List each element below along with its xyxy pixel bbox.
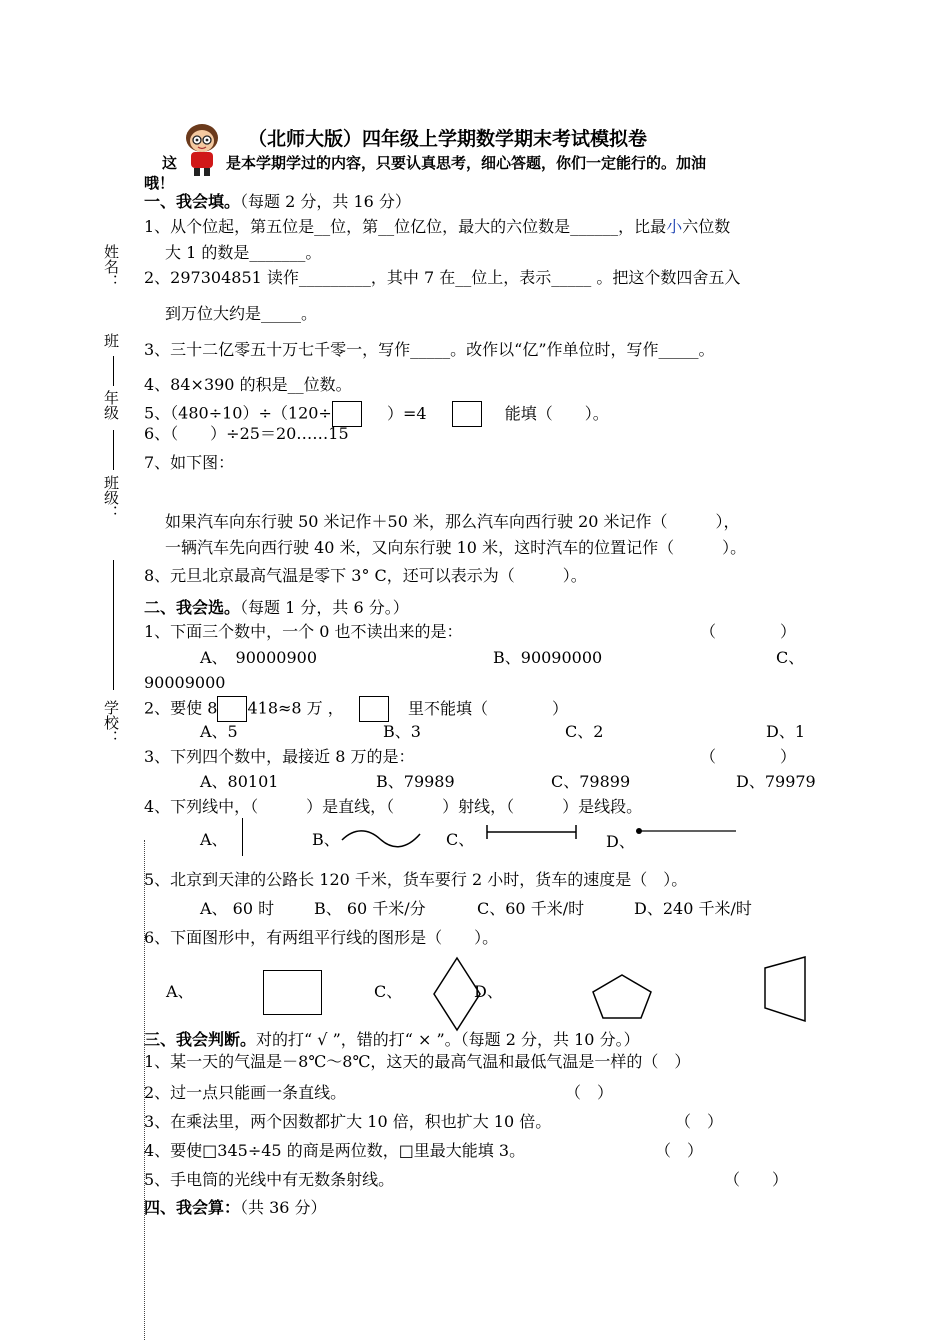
line-segment-figure (484, 824, 580, 840)
sec2-q3-option-c: C、79899 (551, 772, 631, 791)
sec2-q3-paren: （ ） (700, 747, 797, 766)
intro-prefix: 这 (162, 154, 178, 172)
vertical-line-figure (242, 818, 243, 856)
sec2-question-1: 1、下面三个数中，一个 0 也不读出来的是： (144, 622, 463, 641)
sec1-question-4: 4、84×390 的积是__位数。 (144, 375, 352, 394)
sec3-q3-paren: （ ） (675, 1112, 724, 1131)
sec2-q5-option-a: A、 60 时 (200, 899, 275, 918)
section-3-heading: 三、我会判断。对的打“ √ ”，错的打“ × ”。（每题 2 分，共 10 分。） (144, 1030, 640, 1049)
intro-line-1: 是本学期学过的内容，只要认真思考，细心答题，你们一定能行的。加油 (226, 154, 707, 172)
margin-rule (113, 356, 114, 386)
sec1-question-1-cont: 大 1 的数是_______。 (165, 243, 322, 262)
sec2-q4-option-b: B、 (312, 830, 340, 849)
sec3-q5-paren: （ ） (724, 1170, 789, 1189)
sec2-q4-option-c: C、 (446, 830, 475, 849)
curve-line-figure (340, 826, 422, 852)
sec2-q5-option-d: D、240 千米/时 (634, 899, 752, 918)
trapezoid-figure (762, 955, 808, 1023)
sec2-q6-option-c: C、 (374, 982, 403, 1001)
sec1-question-5: 5、（480÷10）÷（120÷ ）=4 能填（ ）。 (144, 401, 609, 427)
answer-box (217, 696, 247, 722)
sec2-q5-option-b: B、 60 千米/分 (314, 899, 426, 918)
sec2-q4-option-d: D、 (606, 832, 635, 851)
margin-school-label: 学校： (102, 700, 120, 745)
sec2-question-2: 2、要使 8 418≈8 万 ， 里不能填（ ） (144, 696, 568, 722)
sec2-q3-option-b: B、79989 (376, 772, 455, 791)
sec3-question-4: 4、要使□345÷45 的商是两位数，□里最大能填 3。 (144, 1141, 526, 1160)
sec2-question-3: 3、下列四个数中，最接近 8 万的是： (144, 747, 415, 766)
sec2-q1-option-a: A、 90000900 (200, 648, 317, 667)
sec3-question-2: 2、过一点只能画一条直线。 (144, 1083, 347, 1102)
sec2-q1-option-b: B、90090000 (493, 648, 603, 667)
margin-grade-label: 年级 (102, 390, 120, 420)
margin-class-label: 班级： (102, 475, 120, 520)
section-1-heading: 一、我会填。（每题 2 分，共 16 分） (144, 192, 411, 211)
sec2-q6-option-d: D、 (474, 982, 503, 1001)
sec1-question-2: 2、297304851 读作_________，其中 7 在__位上，表示_____ 。把这个数四舍五入 (144, 268, 741, 287)
sec2-q1-paren: （ ） (700, 622, 797, 641)
sec2-question-5: 5、北京到天津的公路长 120 千米，货车要行 2 小时，货车的速度是（ ）。 (144, 870, 688, 889)
margin-rule (113, 430, 114, 470)
sec1-question-6: 6、（ ）÷25＝20……15 (144, 424, 349, 443)
answer-box (359, 696, 389, 722)
sec2-q2-option-a: A、5 (200, 722, 238, 741)
sec1-question-7-line-1: 如果汽车向东行驶 50 米记作＋50 米，那么汽车向西行驶 20 米记作（ ）， (165, 512, 740, 531)
sec2-q2-option-d: D、1 (766, 722, 806, 741)
sec1-question-8: 8、元旦北京最高气温是零下 3° C，还可以表示为（ ）。 (144, 566, 587, 585)
intro-line-2: 哦！ (144, 174, 175, 192)
section-4-heading: 四、我会算：（共 36 分） (144, 1198, 327, 1217)
pentagon-figure (590, 972, 654, 1020)
section-2-heading: 二、我会选。（每题 1 分，共 6 分。） (144, 598, 409, 617)
sec1-question-7: 7、如下图： (144, 453, 235, 472)
sec3-question-1: 1、某一天的气温是－8℃～8℃，这天的最高气温和最低气温是一样的（ ） (144, 1052, 691, 1071)
sec2-q3-option-d: D、79979 (736, 772, 816, 791)
sec1-question-1: 1、从个位起，第五位是__位，第__位亿位，最大的六位数是______，比最小六位数 (144, 217, 731, 236)
answer-box (452, 401, 482, 427)
sec2-question-4: 4、下列线中，（ ）是直线，（ ）射线，（ ）是线段。 (144, 797, 643, 816)
margin-name-label: 姓名： (102, 244, 120, 289)
page-title: （北师大版）四年级上学期数学期末考试模拟卷 (248, 128, 648, 150)
sec2-q3-option-a: A、80101 (200, 772, 279, 791)
sec3-q2-paren: （ ） (565, 1083, 614, 1102)
margin-ban-label: 班 (102, 333, 120, 348)
sec2-q2-option-b: B、3 (383, 722, 421, 741)
sec2-q1-option-c: C、 (776, 648, 805, 667)
sec1-question-2-cont: 到万位大约是_____。 (165, 304, 318, 323)
sec2-q2-option-c: C、2 (565, 722, 604, 741)
sec2-q1-option-c-value: 90009000 (144, 673, 226, 692)
sec2-q6-option-a: A、 (166, 982, 194, 1001)
sec2-q5-option-c: C、60 千米/时 (477, 899, 585, 918)
cartoon-boy-icon (180, 122, 224, 180)
sec3-q4-paren: （ ） (655, 1141, 704, 1160)
sec1-question-7-line-2: 一辆汽车先向西行驶 40 米，又向东行驶 10 米，这时汽车的位置记作（ ）。 (165, 538, 747, 557)
sec3-question-5: 5、手电筒的光线中有无数条射线。 (144, 1170, 395, 1189)
sec2-question-6: 6、下面图形中，有两组平行线的图形是（ ）。 (144, 928, 499, 947)
rectangle-figure (263, 970, 322, 1015)
ray-figure (634, 824, 738, 838)
sec3-question-3: 3、在乘法里，两个因数都扩大 10 倍，积也扩大 10 倍。 (144, 1112, 552, 1131)
margin-rule (113, 560, 114, 690)
sec2-q4-option-a: A、 (200, 830, 228, 849)
sec1-question-3: 3、三十二亿零五十万七千零一，写作_____。改作以“亿”作单位时，写作_____。 (144, 340, 715, 359)
